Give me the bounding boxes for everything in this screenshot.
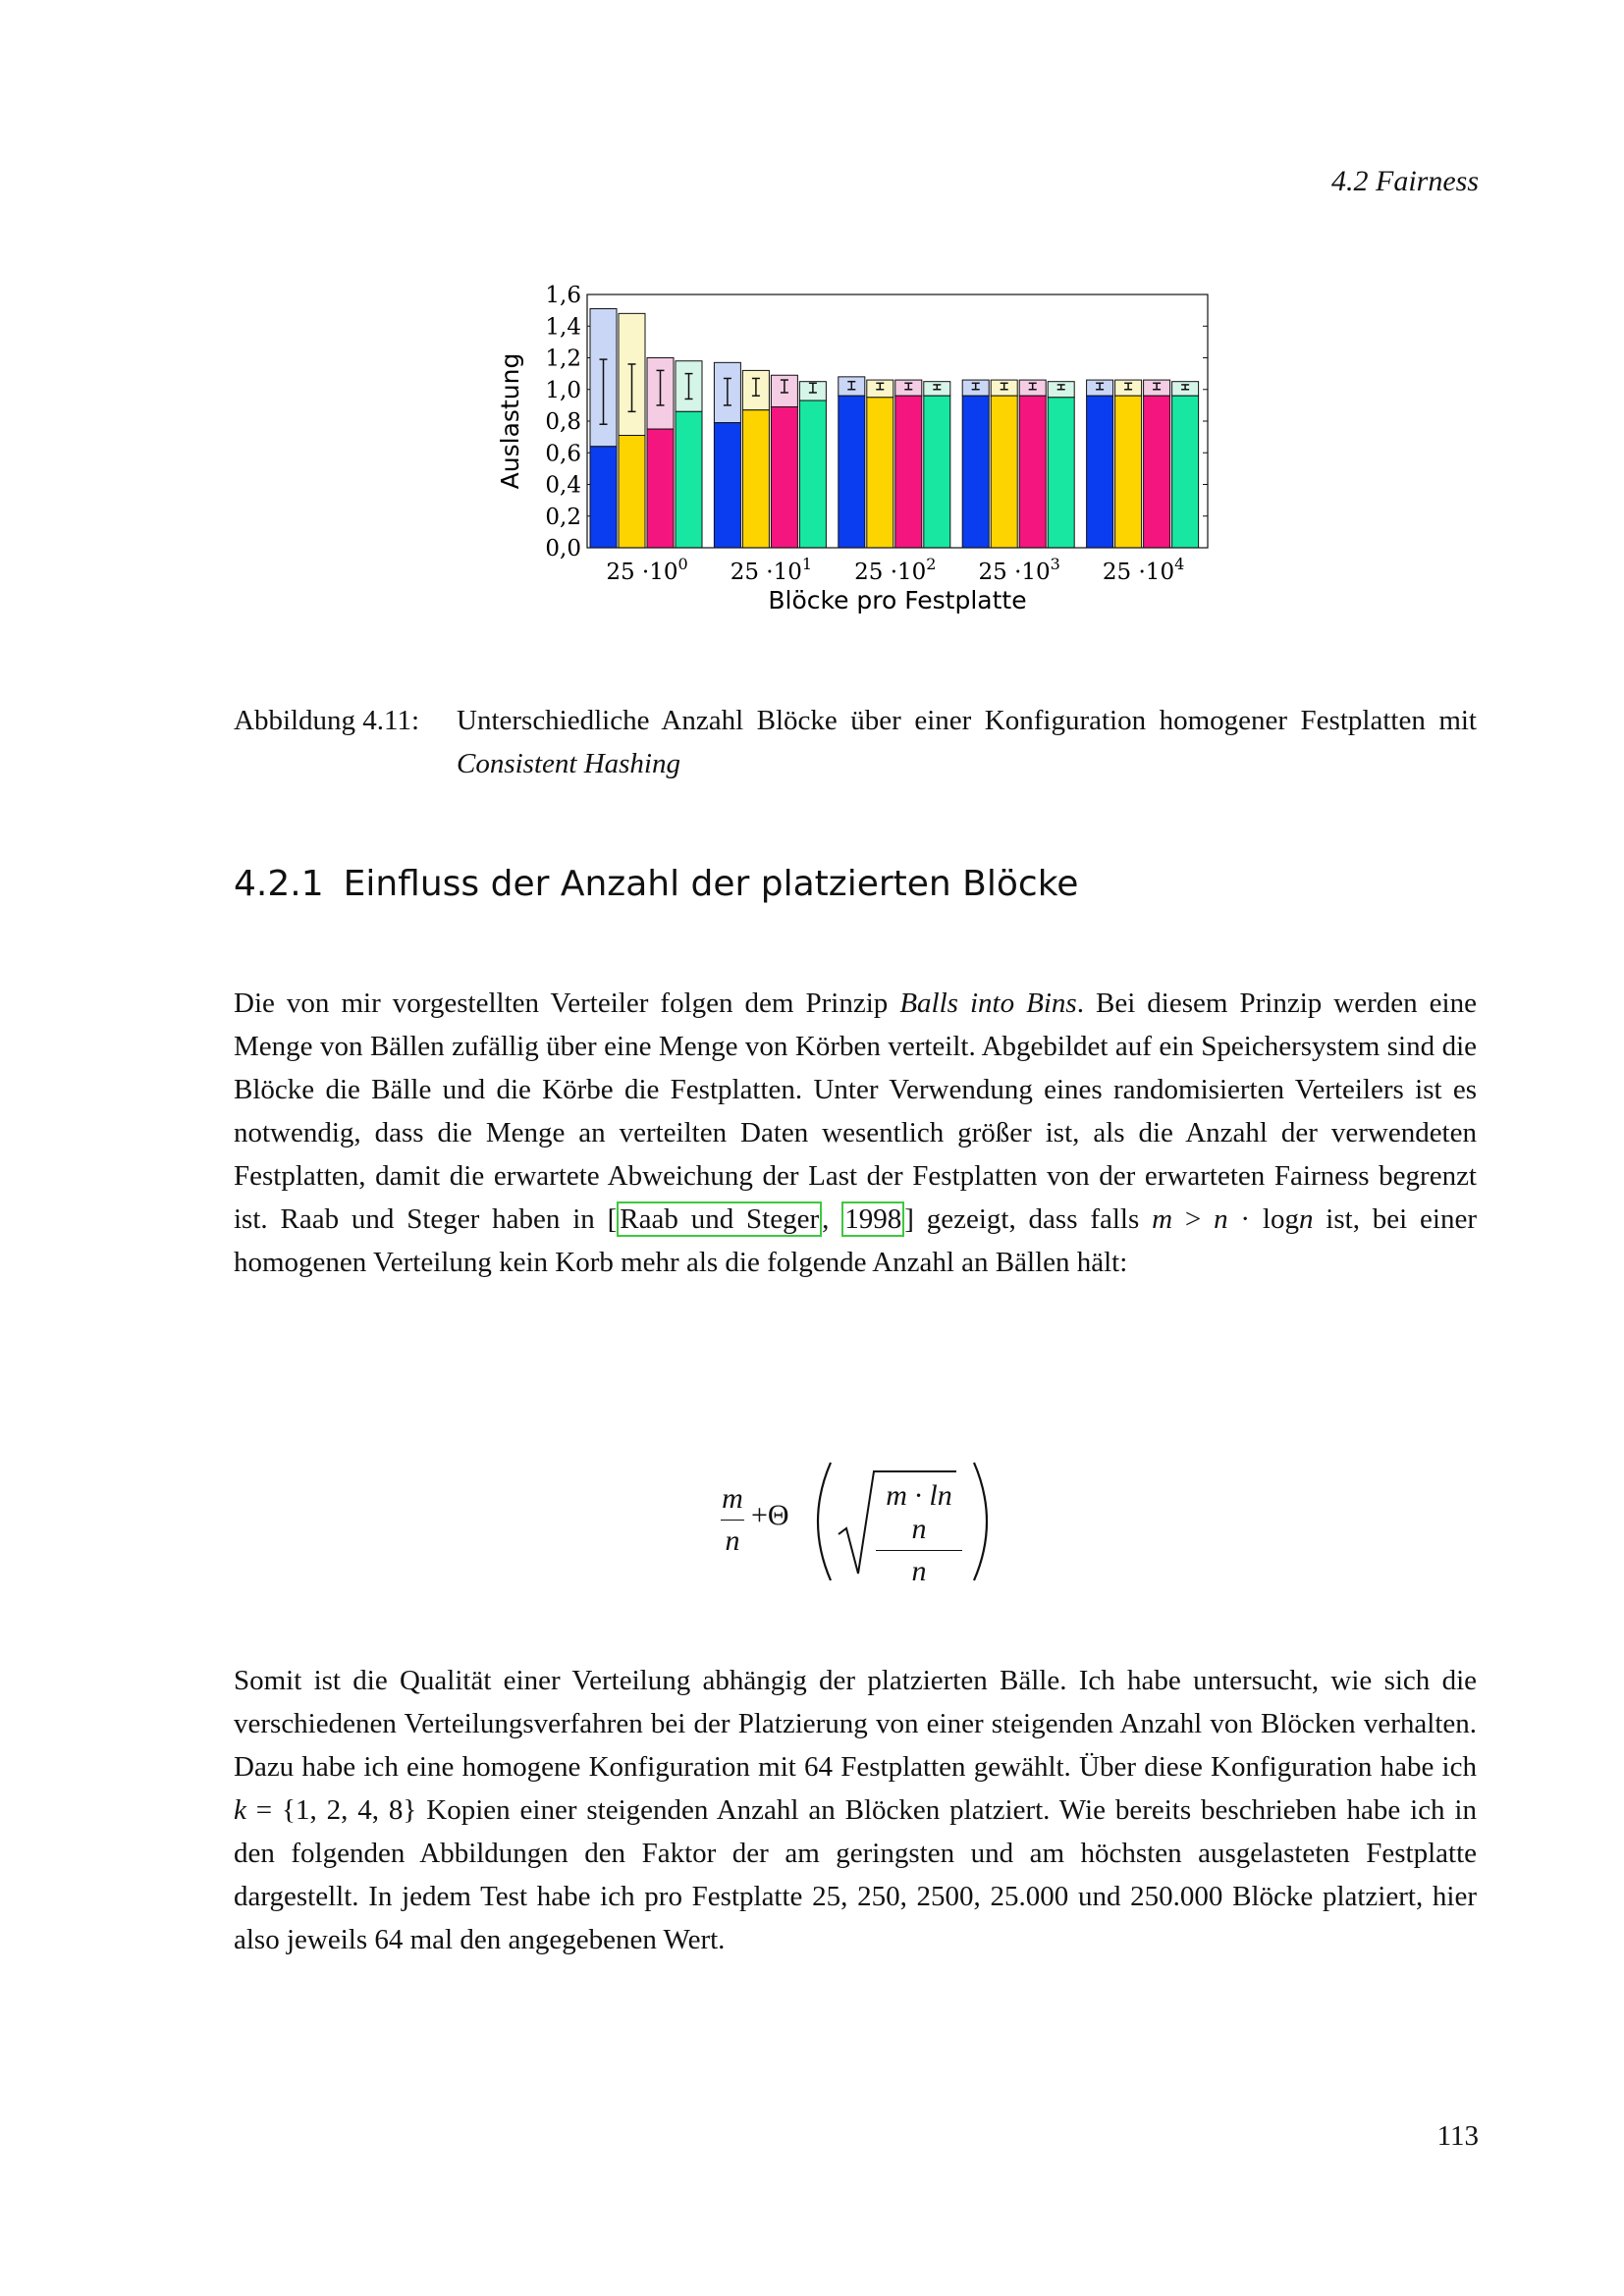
bar-min-segment [1019, 396, 1046, 548]
bar-min-segment [991, 396, 1017, 548]
y-tick-label: 0,0 [545, 536, 581, 561]
text-run: Die von mir vorgestellten Verteiler folgen dem Prinzip [234, 988, 900, 1019]
bar-min-segment [742, 410, 769, 548]
y-tick-label: 0,2 [545, 504, 581, 530]
y-tick-label: 0,4 [545, 472, 581, 499]
bar-min-segment [1172, 396, 1199, 548]
x-axis-label: Blöcke pro Festplatte [768, 586, 1027, 614]
bar-min-segment [771, 406, 797, 548]
y-tick-label: 0,6 [545, 441, 581, 467]
y-tick-label: 1,6 [545, 283, 581, 308]
bar-min-segment [647, 429, 674, 548]
figure-caption [234, 699, 1477, 785]
formula-inner-fraction [876, 1479, 962, 1588]
caption-label: Abbildung 4.11: [234, 705, 420, 736]
formula-inner-numerator: m · ln n [886, 1479, 952, 1545]
math-op: > [1172, 1203, 1215, 1235]
math-var: n [1214, 1203, 1228, 1235]
text-italic: Balls into Bins [899, 988, 1077, 1019]
formula-denominator: n [725, 1524, 740, 1557]
y-tick-label: 0,8 [545, 409, 581, 435]
formula-fraction [721, 1482, 744, 1558]
running-head: 4.2 Fairness [1331, 165, 1479, 197]
bar-min-segment [676, 411, 702, 548]
bar-min-segment [799, 400, 826, 548]
formula-inner-denominator: n [911, 1555, 927, 1587]
y-axis-label: Auslastung [496, 352, 524, 490]
bar-min-segment [1087, 396, 1113, 548]
text-run: ist, bei einer homogenen Verteilung kein Korb mehr als die folgende Anzahl an Bällen hält: [234, 1203, 1478, 1278]
formula-numerator: m [722, 1482, 743, 1515]
formula-theta: +Θ [751, 1499, 789, 1531]
figure-chart [481, 275, 1227, 628]
text-run: Somit ist die Qualität einer Verteilung abhängig der platzierten Bälle. Ich habe untersucht, wie sich die verschiedenen Verteilungsverfahren bei der Platzierung von einer steigenden Anzahl von Blöcken verhalten. Dazu habe ich eine homogene Konfiguration mit 64 Festplatten gewählt. Über diese Konfiguration habe ich [234, 1665, 1477, 1783]
bar-min-segment [839, 396, 865, 548]
bar-min-segment [1115, 396, 1142, 548]
bar-min-segment [962, 396, 989, 548]
x-tick-label: $25 \cdot 10^3$ [978, 555, 1060, 585]
math-var: m [1152, 1203, 1173, 1235]
x-tick-label: $25 \cdot 10^1$ [730, 555, 813, 585]
math-var: k [234, 1794, 246, 1826]
fraction-bar [876, 1550, 962, 1551]
caption-text [457, 699, 1477, 785]
bar-min-segment [714, 423, 740, 548]
left-paren [818, 1463, 831, 1580]
display-formula [707, 1458, 1021, 1585]
fraction-bar [721, 1520, 744, 1521]
paragraph-2 [234, 1659, 1477, 1961]
page-number: 113 [1436, 2120, 1479, 2152]
caption-text-part: Unterschiedliche Anzahl Blöcke über einer Konfiguration homogener Festplatten mit [457, 705, 1477, 736]
x-tick-label: $25 \cdot 10^2$ [854, 555, 937, 585]
section-number: 4.2.1 [234, 864, 324, 904]
section-title: Einfluss der Anzahl der platzierten Blöcke [343, 864, 1079, 904]
math-set: = {1, 2, 4, 8} [245, 1794, 417, 1826]
y-tick-label: 1,2 [545, 346, 581, 372]
bar-min-segment [590, 447, 617, 548]
section-heading [234, 864, 1078, 904]
bar-min-segment [924, 396, 950, 548]
bar-min-segment [619, 436, 645, 548]
bar-min-segment [1144, 396, 1170, 548]
bar-min-segment [867, 398, 893, 548]
y-tick-label: 1,4 [545, 314, 581, 341]
math-op: · log [1227, 1203, 1299, 1235]
bar-min-segment [1048, 398, 1074, 548]
paragraph-1 [234, 982, 1477, 1284]
y-tick-label: 1,0 [545, 377, 581, 403]
text-run: , [822, 1203, 842, 1235]
bar-min-segment [895, 396, 922, 548]
x-tick-label: $25 \cdot 10^4$ [1102, 555, 1185, 585]
text-run: ] gezeigt, dass falls [904, 1203, 1153, 1235]
caption-text-italic: Consistent Hashing [457, 748, 680, 779]
right-paren [974, 1463, 987, 1580]
text-run: Kopien einer steigenden Anzahl an Blöcken platziert. Wie bereits beschrieben habe ich in den folgenden Abbildungen den Faktor der am geringsten und am höchsten ausgelasteten Festplatte dargestellt. In jedem Test habe ich pro Festplatte 25, 250, 2500, 25.000 und 250.000 Blöcke platziert, hier also jeweils 64 mal den angegebenen Wert. [234, 1794, 1477, 1955]
citation-link-author[interactable]: Raab und Steger [617, 1201, 822, 1237]
text-run: . Bei diesem Prinzip werden eine Menge von Bällen zufällig über eine Menge von Körben verteilt. Abgebildet auf ein Speichersystem sind die Blöcke die Bälle und die Körbe die Festplatten. Unter Verwendung eines randomisierten Verteilers ist es notwendig, dass die Menge an verteilten Daten wesentlich größer ist, als die Anzahl der verwendeten Festplatten, damit die erwartete Abweichung der Last der Festplatten von der erwarteten Fairness begrenzt ist. Raab und Steger haben in [ [234, 988, 1477, 1235]
math-var: n [1298, 1203, 1314, 1235]
x-tick-label: $25 \cdot 10^0$ [606, 555, 688, 585]
citation-link-year[interactable]: 1998 [841, 1201, 904, 1237]
